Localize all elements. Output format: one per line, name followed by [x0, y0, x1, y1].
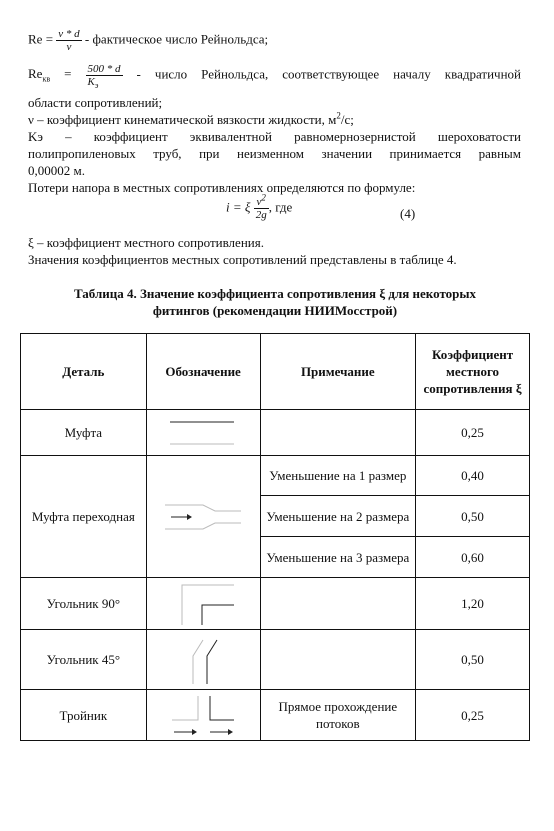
re-definition — [28, 28, 268, 53]
tee-symbol — [146, 690, 260, 741]
cell-detail: Муфта — [21, 410, 147, 456]
table-row — [21, 630, 530, 690]
reducer-symbol — [146, 456, 260, 578]
re-fraction-numerator: v * d — [58, 28, 80, 40]
cell-note: Уменьшение на 1 размер — [260, 456, 416, 496]
re-symbol: Re = — [28, 31, 54, 47]
formula-where: , где — [268, 199, 293, 215]
cell-note — [260, 578, 416, 630]
re-kv-fraction: $\frac{500 * d}{K_э}$ — [87, 63, 121, 91]
cell-detail: Муфта переходная — [21, 456, 147, 578]
formula-number: (4) — [400, 206, 416, 221]
table-header-row — [21, 334, 530, 410]
fittings-table — [20, 333, 530, 741]
xi-definition: ξ – коэффициент местного сопротивления. — [28, 235, 264, 250]
re-kv-description: - число Рейнольдса, соответствующее началу квадратичной — [136, 66, 521, 82]
re-kv-definition — [28, 63, 521, 91]
table-caption — [20, 285, 530, 319]
cell-coef: 0,50 — [416, 496, 530, 537]
cell-note — [260, 410, 416, 456]
re-kv-line-1: $Re_{кв}$ = $\frac{500 * d}{K_э}$ - число Рейнольдса, соответствующее началу квадратичной — [28, 63, 521, 91]
elbow-90-symbol — [146, 578, 260, 630]
losses-intro: Потери напора в местных сопротивлениях определяются по формуле: — [28, 180, 416, 195]
cell-coef: 0,60 — [416, 537, 530, 578]
cell-coef: 0,25 — [416, 410, 530, 456]
header-coef: Коэффициент местного сопротивления ξ — [416, 334, 530, 410]
cell-note — [260, 630, 416, 690]
table-row — [21, 410, 530, 456]
re-kv-symbol: Re — [28, 66, 43, 82]
re-kv-description-cont: области сопротивлений; — [28, 95, 163, 110]
re-description: - фактическое число Рейнольдса; — [84, 31, 269, 47]
table-row — [21, 456, 530, 496]
header-note: Примечание — [260, 334, 416, 410]
formula-fraction: $\frac{v^2}{2g}$ — [255, 192, 267, 221]
cell-coef: 1,20 — [416, 578, 530, 630]
table-row — [21, 690, 530, 741]
cell-coef: 0,25 — [416, 690, 530, 741]
nu-definition: ν – коэффициент кинематической вязкости жидкости, $м^2/с$; — [28, 110, 354, 127]
values-reference: Значения коэффициентов местных сопротивлений представлены в таблице 4. — [28, 252, 457, 267]
cell-detail: Угольник 90° — [21, 578, 147, 630]
header-symbol: Обозначение — [146, 334, 260, 410]
ke-definition-line-3: 0,00002 м. — [28, 163, 85, 178]
coupling-symbol — [146, 410, 260, 456]
cell-detail: Тройник — [21, 690, 147, 741]
table-caption-line-2: фитингов (рекомендации НИИМосстрой) — [152, 303, 398, 318]
formula-lhs: i = ξ — [226, 199, 251, 215]
cell-note: Уменьшение на 2 размера — [260, 496, 416, 537]
table-caption-line-1: Таблица 4. Значение коэффициента сопротивления ξ для некоторых — [73, 286, 477, 301]
elbow-45-symbol — [146, 630, 260, 690]
cell-note: Прямое прохождение потоков — [260, 690, 416, 741]
ke-definition-line-2: полипропиленовых труб, при неизменном значении принимается равным — [28, 146, 521, 161]
header-detail: Деталь — [21, 334, 147, 410]
cell-detail: Угольник 45° — [21, 630, 147, 690]
cell-note: Уменьшение на 3 размера — [260, 537, 416, 578]
cell-coef: 0,40 — [416, 456, 530, 496]
re-kv-fraction-numerator: 500 * d — [87, 63, 121, 75]
ke-definition-line-1: Kэ – коэффициент эквивалентной равномернозернистой шероховатости — [28, 129, 521, 144]
re-kv-fraction-denominator: K — [87, 76, 95, 88]
cell-coef: 0,50 — [416, 630, 530, 690]
formula-4 — [226, 192, 293, 221]
re-fraction-denominator: ν — [66, 41, 72, 53]
table-row — [21, 578, 530, 630]
re-fraction — [56, 28, 81, 53]
